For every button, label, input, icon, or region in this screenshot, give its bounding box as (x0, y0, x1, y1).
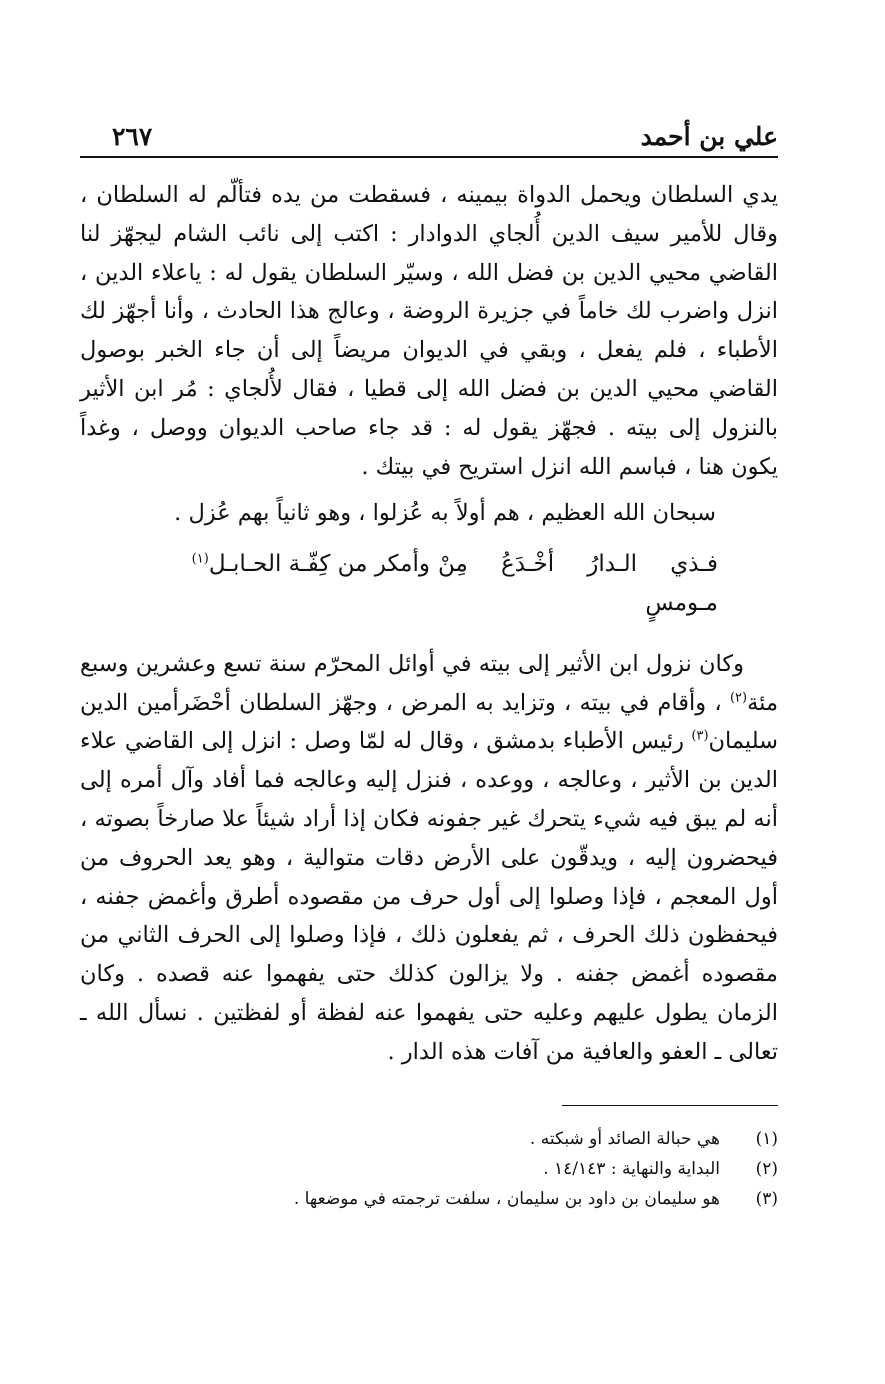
verse-line (80, 545, 778, 623)
footnote-text: هي حبالة الصائد أو شبكته . (529, 1129, 720, 1149)
footnote-marker-1: (١) (191, 551, 209, 567)
paragraph-2-part-c: رئيس الأطباء بدمشق ، وقال له لمّا وصل : انزل إلى القاضي علاء الدين بن الأثير ، وعالجه ، ووعده ، فنزل إليه وعالجه فما أفاد وآل أمره إلى أنه لم يبق فيه شيء يتحرك غير جفونه فكان إذا أراد شيئاً علا صارخاً بصوته ، فيحضرون إليه ، ويدقّون على الأرض دقات متوالية ، وهو يعد الحروف من أول المعجم ، فإذا وصلوا إلى أول حرف من مقصوده أطرق وأغمض جفنه ، فيحفظون ذلك الحرف ، ثم يفعلون ذلك ، فإذا وصلوا إلى الحرف الثاني من مقصوده أغمض جفنه . ولا يزالون كذلك حتى يفهموا عنه قصده . وكان الزمان يطول عليهم وعليه حتى يفهموا عنه لفظة أو لفظتين . نسأل الله ـ تعالى ـ العفو والعافية من آفات هذه الدار . (80, 728, 778, 1065)
footnote-marker-2: (٢) (729, 690, 748, 706)
verse-hemistich-first (438, 545, 718, 623)
footnote-item (80, 1154, 778, 1184)
footnote-text: هو سليمان بن داود بن سليمان ، سلفت ترجمته في موضعها . (293, 1189, 720, 1209)
page-number: ٢٦٧ (112, 122, 153, 151)
paragraph-2-part-a: وكان نزول ابن الأثير إلى بيته في أوائل المحرّم سنة تسع وعشرين وسبع مئة (80, 650, 778, 716)
paragraph-2 (80, 645, 778, 1072)
verse-hemistich-second (192, 545, 430, 623)
footnotes (80, 1124, 778, 1214)
footnote-text: البداية والنهاية : ١٤/١٤٣ . (543, 1159, 720, 1179)
main-text (80, 176, 778, 1072)
running-title: علي بن أحمد (640, 122, 778, 151)
page-header (80, 118, 778, 156)
paragraph-2-part-b: ، وأقام في بيته ، وتزايد به المرض ، وجهّز السلطان أحْضَرأمين الدين سليمان (80, 689, 778, 755)
footnote-marker-3: (٣) (691, 728, 709, 744)
footnote-number: (٣) (755, 1189, 778, 1209)
footnote-number: (٢) (755, 1159, 778, 1179)
verse-hemistich-first-text: فـذي الـدارُ أخْـدَعُ مِنْ مـومسٍ (438, 551, 718, 616)
header-rule (80, 156, 778, 158)
verse-hemistich-second-text: وأمكر من كِفّـة الحـابـل (208, 551, 430, 578)
paragraph-1: يدي السلطان ويحمل الدواة بيمينه ، فسقطت من يده فتألّم له السلطان ، وقال للأمير سيف الدين أُلجاي الدوادار : اكتب إلى نائب الشام ليجهّز لنا القاضي محيي الدين بن فضل الله ، وسيّر السلطان يقول له : ياعلاء الدين ، انزل واضرب لك خاماً في جزيرة الروضة ، وعالج هذا الحادث ، وأنا أجهّز لك الأطباء ، فلم يفعل ، وبقي في الديوان مريضاً إلى أن جاء الخبر بوصول القاضي محيي الدين بن فضل الله إلى قطيا ، فقال لأُلجاي : مُر ابن الأثير بالنزول إلى بيته . فجهّز يقول له : قد جاء صاحب الديوان ووصل ، وغداً يكون هنا ، فباسم الله انزل استريح في بيتك . (80, 182, 778, 480)
footnote-number: (١) (755, 1129, 778, 1149)
footnote-item (80, 1124, 778, 1154)
footnote-item (80, 1184, 778, 1214)
footnote-rule (562, 1105, 778, 1106)
exclamation-line: سبحان الله العظيم ، هم أولاً به عُزلوا ، وهو ثانياً بهم عُزل . (174, 500, 716, 527)
